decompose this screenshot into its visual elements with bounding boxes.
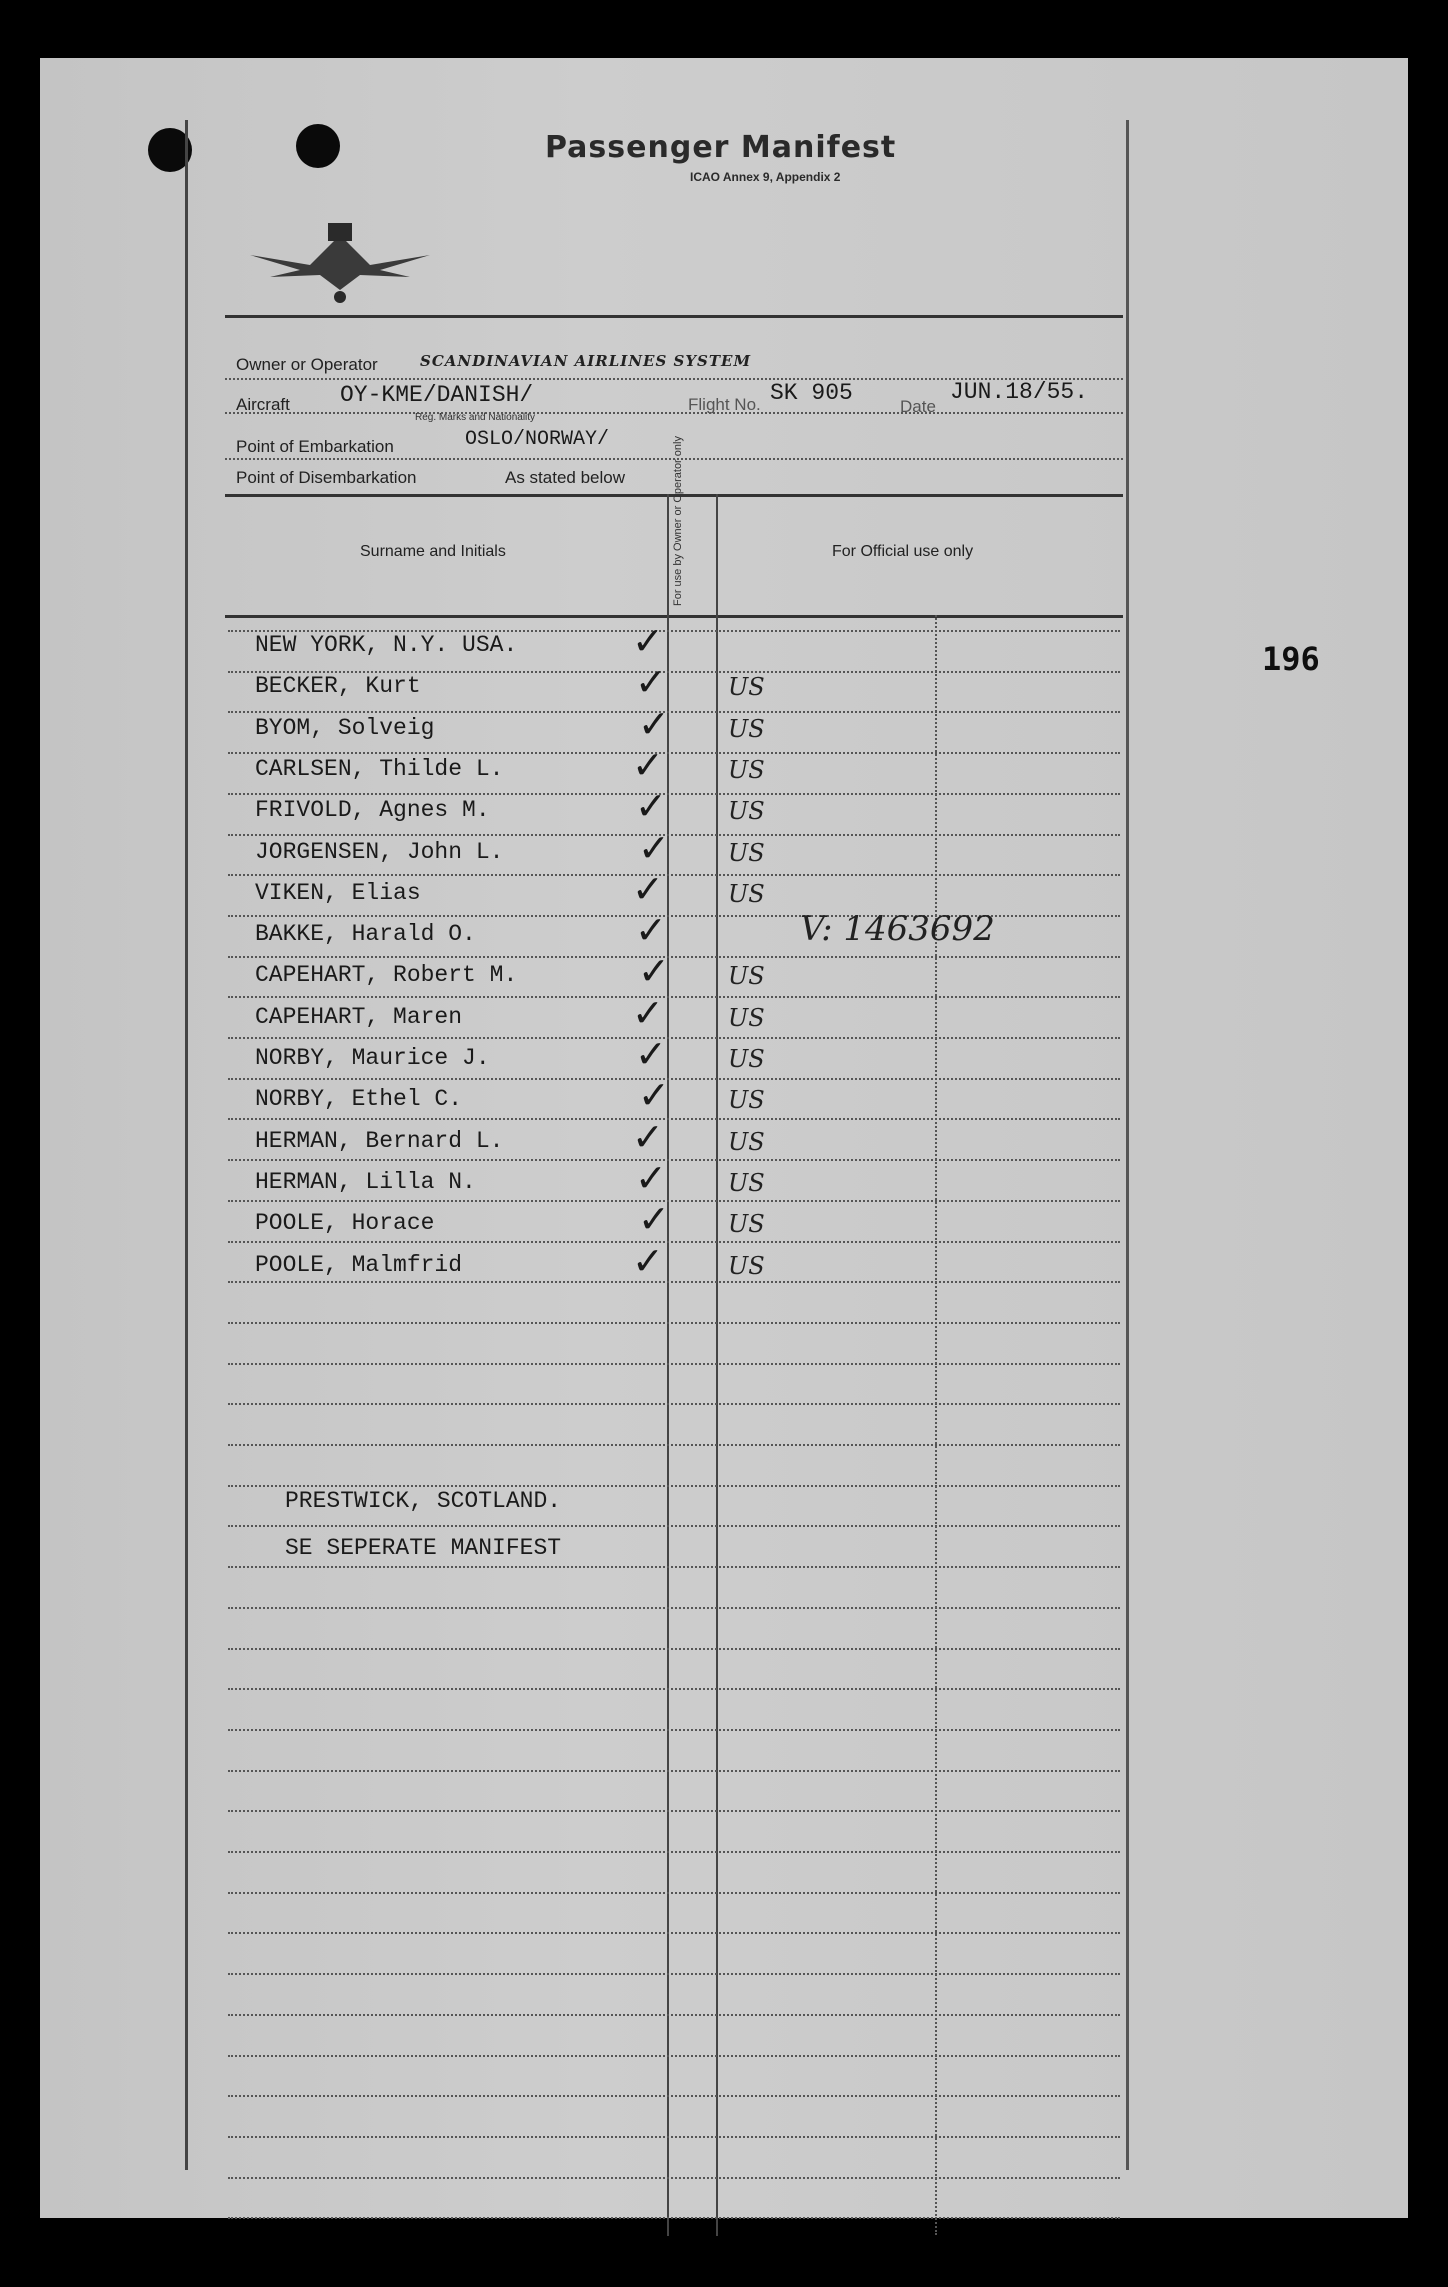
official-mark: V: 1463692 (800, 909, 995, 950)
divider (225, 615, 1123, 618)
passenger-name: VIKEN, Elias (255, 879, 421, 906)
checkmark-icon: ✓ (632, 742, 664, 787)
table-rule (228, 1892, 1120, 1894)
official-mark: US (728, 673, 765, 702)
table-rule (228, 1648, 1120, 1650)
flight-label: Flight No. (688, 395, 761, 414)
table-rule (228, 793, 1120, 795)
col-surname-header: Surname and Initials (360, 543, 506, 560)
table-rule (228, 1444, 1120, 1446)
date-value: JUN.18/55. (950, 379, 1089, 405)
passenger-name: POOLE, Horace (255, 1210, 435, 1237)
table-rule (228, 834, 1120, 836)
passenger-name: FRIVOLD, Agnes M. (255, 797, 490, 824)
reg-marks-label: Reg. Marks and Nationality (415, 412, 536, 423)
passenger-name: HERMAN, Bernard L. (255, 1127, 504, 1154)
official-mark: US (728, 1251, 765, 1280)
official-mark: US (728, 962, 765, 991)
table-rule (228, 1607, 1120, 1609)
passenger-name: BECKER, Kurt (255, 673, 421, 700)
table-rule (228, 2014, 1120, 2016)
embarkation-label: Point of Embarkation (236, 437, 394, 456)
table-rule (228, 1118, 1120, 1120)
checkmark-icon: ✓ (638, 701, 670, 746)
checkmark-icon: ✓ (635, 908, 667, 953)
passenger-name: BYOM, Solveig (255, 714, 435, 741)
official-mark: US (728, 797, 765, 826)
passenger-name: CARLSEN, Thilde L. (255, 755, 504, 782)
passenger-name: NORBY, Ethel C. (255, 1086, 463, 1113)
footer-line-1: PRESTWICK, SCOTLAND. (285, 1488, 562, 1514)
footer-line-2: SE SEPERATE MANIFEST (285, 1535, 562, 1561)
passenger-name: NEW YORK, N.Y. USA. (255, 632, 518, 658)
owner-value: SCANDINAVIAN AIRLINES SYSTEM (420, 352, 752, 370)
official-mark: US (728, 1127, 765, 1156)
checkmark-icon: ✓ (638, 1073, 670, 1118)
passenger-name: BAKKE, Harald O. (255, 921, 476, 948)
table-rule (228, 2136, 1120, 2138)
checkmark-icon: ✓ (638, 825, 670, 870)
checkmark-icon: ✓ (632, 1114, 664, 1159)
checkmark-icon: ✓ (632, 1238, 664, 1283)
table-rule (228, 1281, 1120, 1283)
divider (225, 412, 1123, 414)
table-rule (228, 1688, 1120, 1690)
official-mark: US (728, 1210, 765, 1239)
table-rule (228, 1200, 1120, 1202)
col-official-header: For Official use only (832, 543, 974, 560)
checkmark-icon: ✓ (632, 866, 664, 911)
table-rule (228, 1159, 1120, 1161)
checkmark-icon: ✓ (635, 784, 667, 829)
official-mark: US (728, 879, 765, 908)
checkmark-icon: ✓ (638, 949, 670, 994)
table-rule (228, 1037, 1120, 1039)
disembarkation-label: Point of Disembarkation (236, 468, 417, 487)
icao-reference: ICAO Annex 9, Appendix 2 (690, 170, 841, 184)
checkmark-icon: ✓ (635, 1032, 667, 1076)
table-rule (228, 1322, 1120, 1324)
table-rule (228, 996, 1120, 998)
embarkation-value: OSLO/NORWAY/ (465, 428, 610, 451)
table-rule (228, 2177, 1120, 2179)
official-mark: US (728, 1086, 765, 1115)
checkmark-icon: ✓ (632, 990, 664, 1035)
page-number: 196 (1262, 640, 1320, 678)
official-mark: US (728, 838, 765, 867)
table-rule (228, 1241, 1120, 1243)
table-rule (228, 1363, 1120, 1365)
divider (225, 315, 1123, 318)
official-mark: US (728, 1003, 765, 1032)
table-rule (228, 1932, 1120, 1934)
table-rule (228, 956, 1120, 958)
disembarkation-value: As stated below (505, 468, 626, 487)
table-rule (228, 1078, 1120, 1080)
checkmark-icon: ✓ (638, 1197, 670, 1242)
passenger-name: CAPEHART, Robert M. (255, 962, 518, 989)
table-rule (228, 1566, 1120, 1568)
table-rule (228, 1973, 1120, 1975)
table-rule (228, 752, 1120, 754)
passenger-name: NORBY, Maurice J. (255, 1045, 490, 1071)
checkmark-icon: ✓ (632, 619, 664, 663)
table-rule (228, 1810, 1120, 1812)
table-rule (228, 1729, 1120, 1731)
checkmark-icon: ✓ (635, 1155, 667, 1200)
flight-value: SK 905 (770, 380, 853, 406)
passenger-name: CAPEHART, Maren (255, 1003, 463, 1030)
table-rule (228, 1403, 1120, 1405)
passenger-name: JORGENSEN, John L. (255, 838, 504, 865)
official-mark: US (728, 755, 765, 784)
table-rule (228, 2217, 1120, 2219)
owner-label: Owner or Operator (236, 355, 378, 374)
col-owner-use-header: For use by Owner or Operator only (672, 436, 684, 606)
table-rule (228, 2095, 1120, 2097)
checkmark-icon: ✓ (635, 660, 667, 705)
aircraft-value: OY-KME/DANISH/ (340, 382, 534, 408)
page-title: Passenger Manifest (545, 130, 897, 165)
table-rule (228, 1525, 1120, 1527)
official-mark: US (728, 1168, 765, 1197)
table-rule (228, 1851, 1120, 1853)
official-mark: US (728, 714, 765, 743)
aircraft-label: Aircraft (236, 395, 290, 414)
table-rule (228, 874, 1120, 876)
passenger-name: POOLE, Malmfrid (255, 1251, 463, 1278)
table-rule (228, 1770, 1120, 1772)
table-rule (228, 1485, 1120, 1487)
table-rule (228, 2055, 1120, 2057)
date-label: Date (900, 397, 936, 416)
column-divider (935, 615, 937, 2235)
passenger-name: HERMAN, Lilla N. (255, 1168, 476, 1195)
table-rule (228, 711, 1120, 713)
official-mark: US (728, 1045, 765, 1073)
